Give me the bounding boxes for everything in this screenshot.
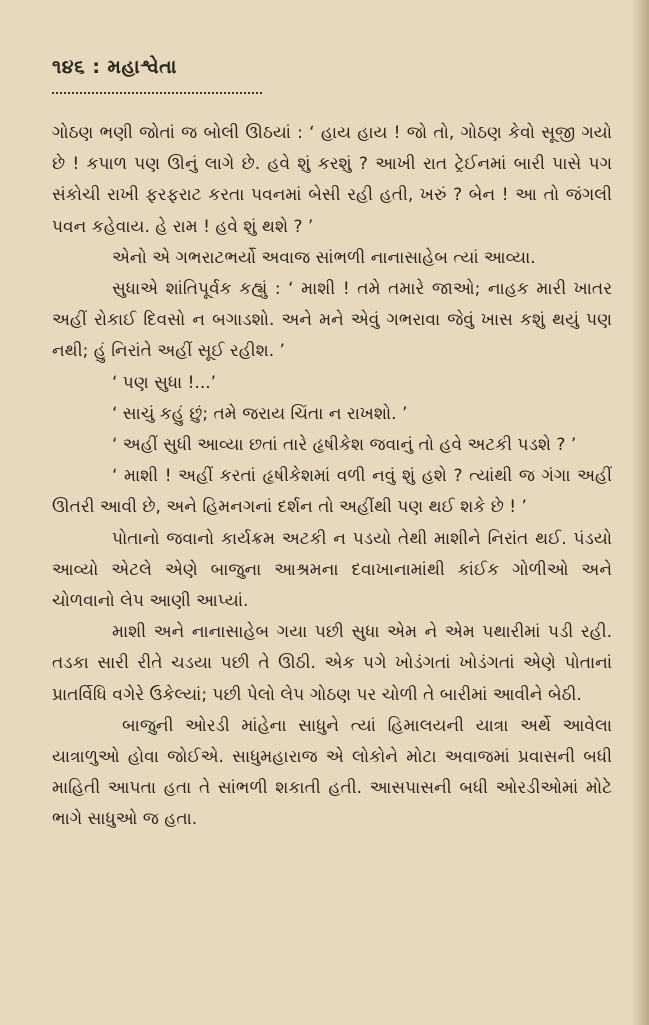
paragraph: એનો એ ગભરાટભર્યો અવાજ સાંભળી નાનાસાહેબ ત્યાં આવ્યા. <box>112 247 536 268</box>
paragraph: ‘ પણ સુધા !...’ <box>112 372 217 393</box>
paragraph: માશી અને નાનાસાહેબ ગયા પછી સુધા એમ ને એમ પથારીમાં પડી રહી. તડકા સારી રીતે ચડયા પછી તે ઊઠી. એક પગે ખોડંગતાં ખોડંગતાં એણે પોતાનાં પ્રાતર્વિધિ વગેરે ઉકેલ્યાં; પછી પેલો લેપ ગોઠણ પર ચોળી તે બારીમાં આવીને બેઠી. <box>52 622 612 705</box>
paragraph: ‘ અહીં સુધી આવ્યા છતાં તારે હૃષીકેશ જવાનું તો હવે અટકી પડશે ? ’ <box>112 435 577 456</box>
paragraph: ‘ માશી ! અહીં કરતાં હૃષીકેશમાં વળી નવું શું હશે ? ત્યાંથી જ ગંગા અહીં ઊતરી આવી છે, અને હિમનગનાં દર્શન તો અહીંથી પણ થઈ શકે છે ! ’ <box>52 466 612 518</box>
page-header: ૧૪૬ : મહાશ્વેતા <box>52 56 177 78</box>
paragraph: પોતાનો જવાનો કાર્યક્રમ અટકી ન પડયો તેથી માશીને નિરાંત થઈ. પંડયો આવ્યો એટલે એણે બાજુના આશ્રમના દવાખાનામાંથી કાંઈક ગોળીઓ અને ચોળવાનો લેપ આણી આપ્યાં. <box>52 528 612 612</box>
body-text <box>52 118 612 836</box>
paragraph: સુધાએ શાંતિપૂર્વક કહ્યું : ‘ માશી ! તમે તમારે જાઓ; નાહક મારી ખાતર અહીં રોકાઈ દિવસો ન બગાડશો. અને મને એવું ગભરાવા જેવું ખાસ કશું થયું પણ નથી; હું નિરાંતે અહીં સૂઈ રહીશ. ’ <box>52 279 612 362</box>
page-edge-shadow <box>631 0 649 1025</box>
paragraph: ગોઠણ ભણી જોતાં જ બોલી ઊઠયાં : ‘ હાય હાય ! જો તો, ગોઠણ કેવો સૂજી ગયો છે ! કપાળ પણ ઊનું લાગે છે. હવે શું કરશું ? આખી રાત ટ્રેઈનમાં બારી પાસે પગ સંકોચી રાખી ફરફરાટ કરતા પવનમાં બેસી રહી હતી, ખરું ? બેન ! આ તો જંગલી પવન કહેવાય. હે રામ ! હવે શું થશે ? ’ <box>52 123 612 237</box>
paragraph: બાજુની ઓરડી માંહેના સાધુને ત્યાં હિમાલયની યાત્રા અર્થે આવેલા યાત્રાળુઓ હોવા જોઈએ. સાધુમહારાજ એ લોકોને મોટા અવાજમાં પ્રવાસની બધી માહિતી આપતા હતા તે સાંભળી શકાતી હતી. આસપાસની બધી ઓરડીઓમાં મોટે ભાગે સાધુઓ જ હતા. <box>52 715 612 830</box>
paragraph: ‘ સાચું કહું છું; તમે જરાય ચિંતા ન રાખશો. ’ <box>112 403 408 424</box>
header-rule <box>52 92 262 94</box>
